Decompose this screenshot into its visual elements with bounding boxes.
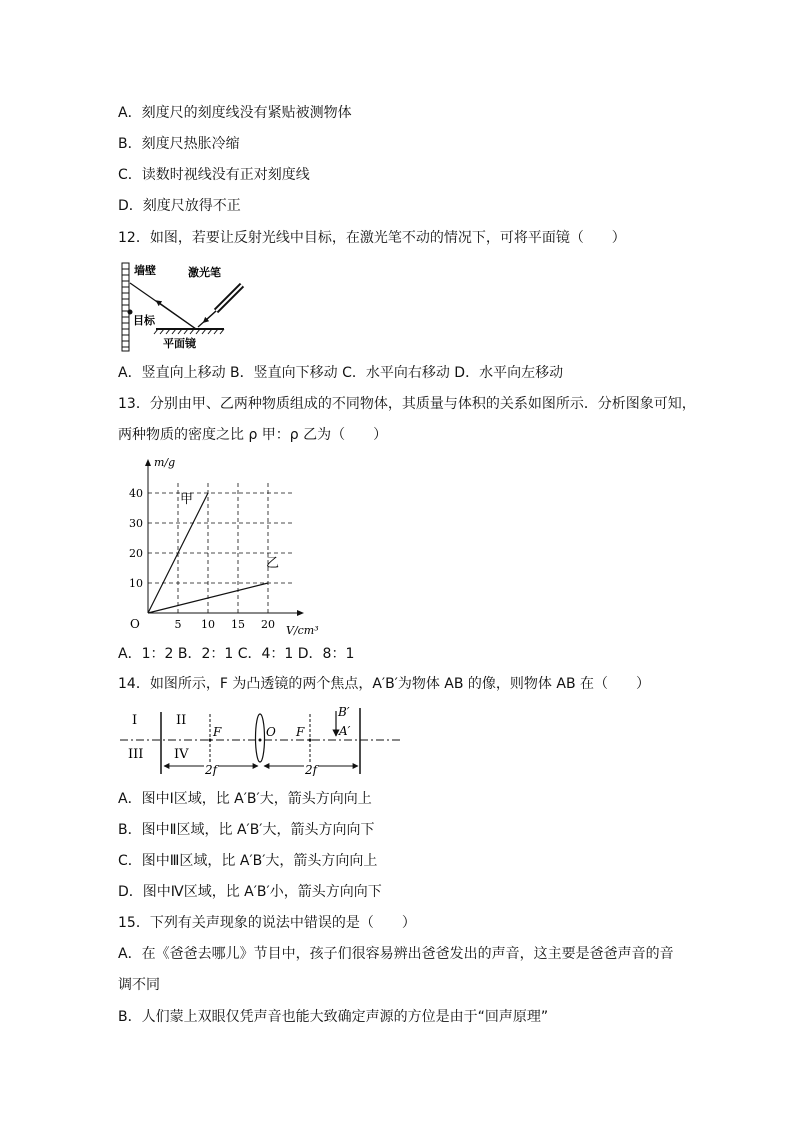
q14-option-b: B．图中Ⅱ区域，比 A′B′大，箭头方向向下 xyxy=(118,822,375,838)
y-tick-label-40: 40 xyxy=(129,487,143,500)
x-tick-label-5: 5 xyxy=(174,618,182,631)
region-4-label: IV xyxy=(174,747,189,762)
q13-stem-line2: 两种物质的密度之比 ρ 甲：ρ 乙为（ ） xyxy=(118,427,388,443)
q14-option-d: D．图中Ⅳ区域，比 A′B′小，箭头方向向下 xyxy=(118,884,382,900)
q14-option-a: A．图中Ⅰ区域，比 A′B′大，箭头方向向上 xyxy=(118,791,372,807)
x-tick-label-20: 20 xyxy=(261,618,275,631)
q12-mirror-figure xyxy=(118,259,250,353)
q11-option-b: B．刻度尺热胀冷缩 xyxy=(118,136,240,152)
series-label-2: 乙 xyxy=(266,556,280,571)
x-axis-label: V/cm³ xyxy=(286,624,319,637)
q13-stem-line1: 13．分别由甲、乙两种物质组成的不同物体，其质量与体积的关系如图所示．分析图象可知， xyxy=(118,396,696,412)
wall-label: 墙壁 xyxy=(134,264,156,277)
q15-stem: 15．下列有关声现象的说法中错误的是（ ） xyxy=(118,915,416,931)
series-line-2 xyxy=(148,583,268,613)
chart-grid xyxy=(148,481,292,613)
q14-option-c: C．图中Ⅲ区域，比 A′B′大，箭头方向向上 xyxy=(118,853,378,869)
series-label-1: 甲 xyxy=(180,492,194,507)
region-3-label: III xyxy=(128,747,144,762)
lens-figure xyxy=(118,702,404,776)
chart-series xyxy=(148,492,279,613)
origin-label: O xyxy=(130,617,140,631)
q12-stem: 12．如图，若要让反射光线中目标，在激光笔不动的情况下，可将平面镜（ ） xyxy=(118,230,626,246)
left-focus-point xyxy=(209,739,212,742)
optical-center-point xyxy=(259,739,262,742)
mirror-label: 平面镜 xyxy=(163,337,196,350)
incident-ray-arrow xyxy=(205,311,216,321)
q15-option-a-line1: A．在《爸爸去哪儿》节目中，孩子们很容易辨出爸爸发出的声音，这主要是爸爸声音的音 xyxy=(118,946,674,962)
right-focus-point xyxy=(309,739,312,742)
q14-stem: 14．如图所示，F 为凸透镜的两个焦点，A′B′为物体 AB 的像，则物体 AB 在（ ） xyxy=(118,676,651,692)
reflected-ray-arrow xyxy=(158,302,196,329)
laser-pen xyxy=(216,285,242,311)
y-axis-arrowhead xyxy=(145,459,151,466)
left-2f-label: 2f xyxy=(205,763,218,776)
target-dot xyxy=(128,310,133,315)
left-focus-label: F xyxy=(213,725,222,739)
q11-option-a: A．刻度尺的刻度线没有紧贴被测物体 xyxy=(118,105,352,121)
q12-options: A．竖直向上移动 B．竖直向下移动 C．水平向右移动 D．水平向左移动 xyxy=(118,365,564,381)
y-axis-label: m/g xyxy=(154,456,176,469)
y-tick-label-10: 10 xyxy=(129,577,143,590)
plane-mirror xyxy=(154,329,224,334)
convex-lens xyxy=(256,714,265,762)
mass-volume-chart xyxy=(118,453,338,641)
chart-ticks xyxy=(129,487,275,631)
y-tick-label-20: 20 xyxy=(129,547,143,560)
a-prime-label: A′ xyxy=(339,724,351,738)
target-label: 目标 xyxy=(133,314,155,327)
q11-option-c: C．读数时视线没有正对刻度线 xyxy=(118,167,310,183)
b-prime-label: B′ xyxy=(338,705,350,719)
region-1-label: I xyxy=(132,713,138,728)
q11-option-d: D．刻度尺放得不正 xyxy=(118,198,241,214)
optical-center-label: O xyxy=(266,725,276,739)
laser-label: 激光笔 xyxy=(188,266,221,279)
x-axis-arrowhead xyxy=(297,610,304,616)
right-focus-label: F xyxy=(296,725,305,739)
x-tick-label-10: 10 xyxy=(201,618,215,631)
region-2-label: II xyxy=(176,713,187,728)
y-tick-label-30: 30 xyxy=(129,517,143,530)
right-2f-label: 2f xyxy=(305,763,318,776)
q15-option-b: B．人们蒙上双眼仅凭声音也能大致确定声源的方位是由于“回声原理” xyxy=(118,1009,549,1025)
x-tick-label-15: 15 xyxy=(231,618,245,631)
q15-option-a-line2: 调不同 xyxy=(118,977,160,993)
q13-options: A．1：2 B．2：1 C．4：1 D．8：1 xyxy=(118,646,355,662)
wall xyxy=(122,263,129,351)
